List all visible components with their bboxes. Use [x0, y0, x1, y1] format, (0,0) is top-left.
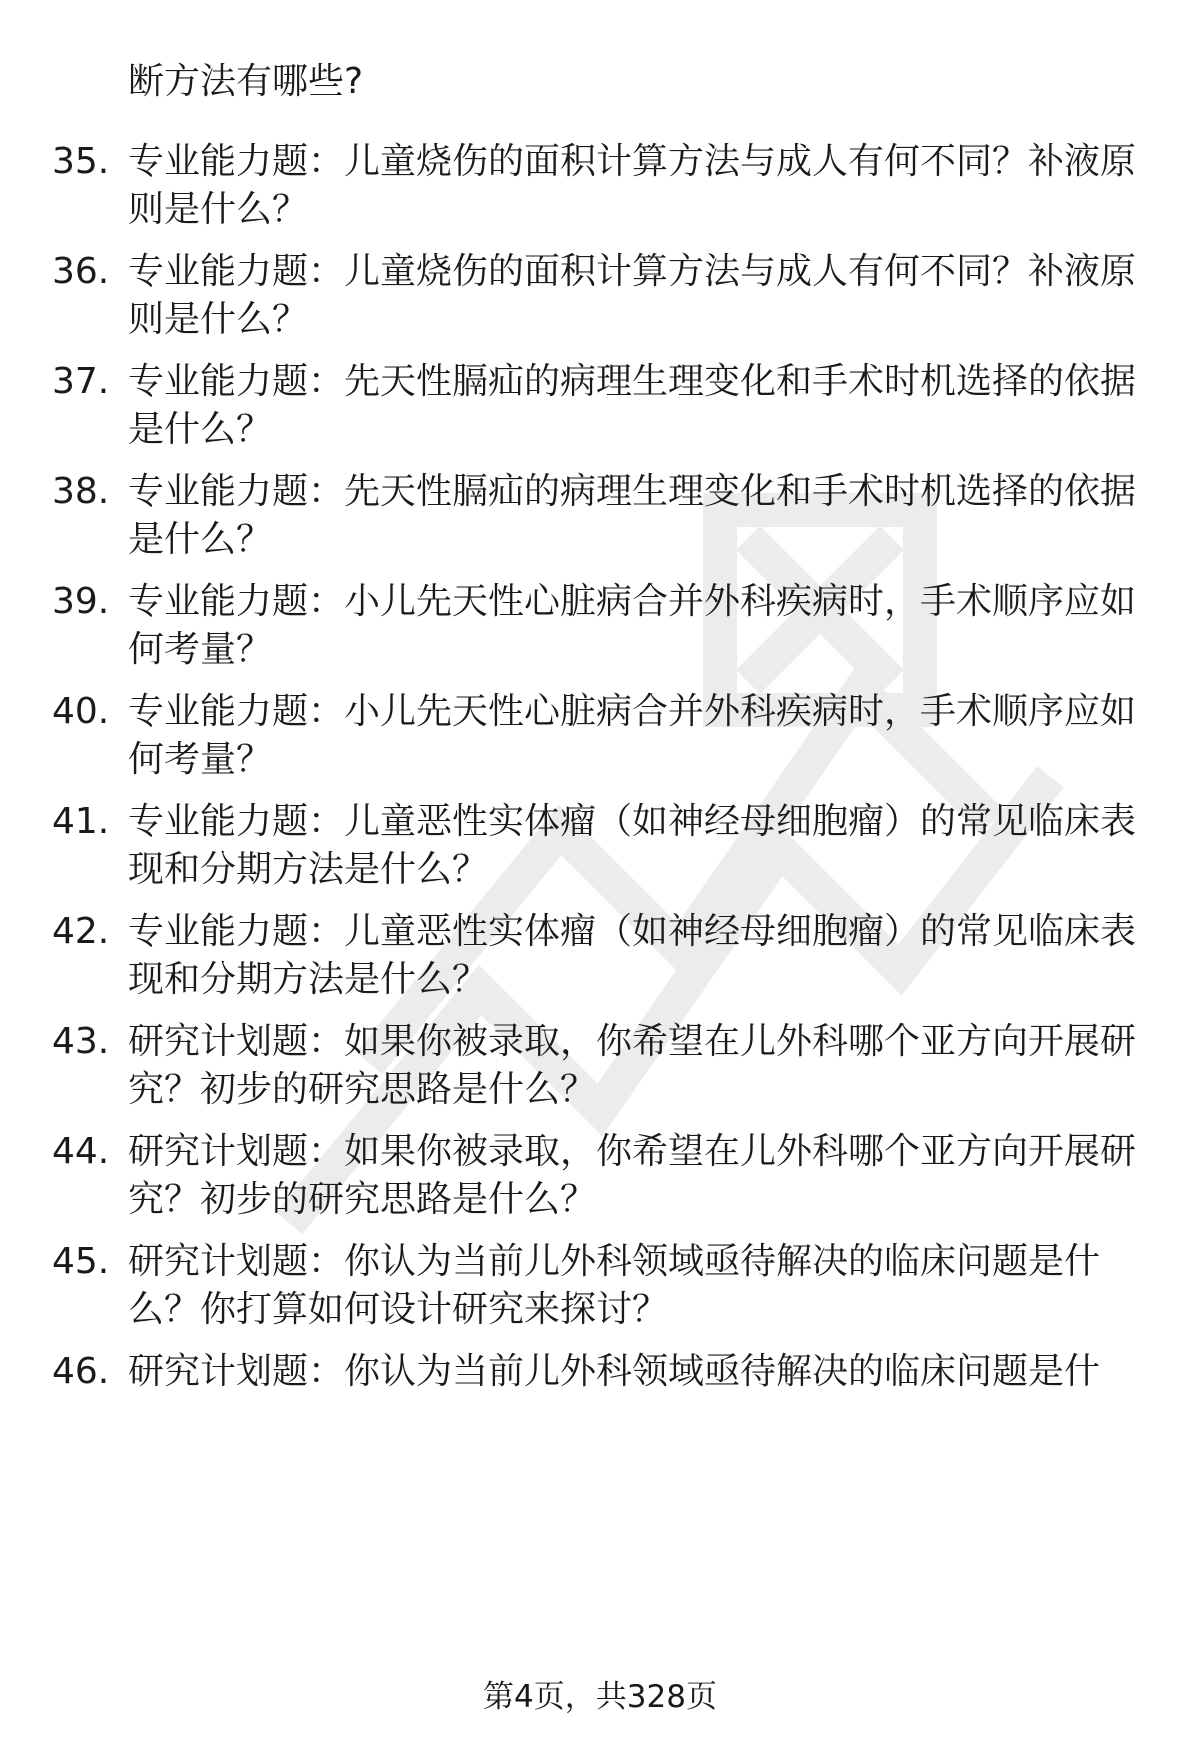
question-text — [128, 358, 1138, 454]
question-line: 则是什么？ — [128, 299, 309, 340]
continued-question-text: 断方法有哪些? — [128, 61, 364, 102]
question-line: 专业能力题：小儿先天性心脏病合并外科疾病时，手术顺序应如 — [128, 581, 1137, 622]
question-line: 专业能力题：先天性膈疝的病理生理变化和手术时机选择的依据 — [128, 361, 1137, 402]
question-line: 现和分期方法是什么？ — [128, 849, 489, 890]
question-line: 何考量？ — [128, 739, 273, 780]
question-number: 36. — [52, 251, 110, 292]
question-line: 则是什么？ — [128, 189, 309, 230]
question-line: 专业能力题：小儿先天性心脏病合并外科疾病时，手术顺序应如 — [128, 691, 1137, 732]
question-line: 是什么？ — [128, 409, 273, 450]
question-text — [128, 1128, 1138, 1224]
question-text — [128, 138, 1138, 234]
question-text — [128, 468, 1138, 564]
question-line: 么？你打算如何设计研究来探讨？ — [128, 1289, 669, 1330]
question-text — [128, 1018, 1138, 1114]
question-line: 是什么？ — [128, 519, 273, 560]
question-line: 现和分期方法是什么？ — [128, 959, 489, 1000]
question-line: 究？初步的研究思路是什么？ — [128, 1069, 597, 1110]
question-text — [128, 688, 1138, 784]
question-number: 40. — [52, 691, 110, 732]
question-number: 44. — [52, 1131, 110, 1172]
question-line: 何考量？ — [128, 629, 273, 670]
question-line: 究？初步的研究思路是什么？ — [128, 1179, 597, 1220]
page-footer: 第4页，共328页 — [483, 1679, 717, 1715]
question-line: 专业能力题：儿童烧伤的面积计算方法与成人有何不同？补液原 — [128, 251, 1137, 292]
question-number: 35. — [52, 141, 110, 182]
question-number: 46. — [52, 1351, 110, 1392]
question-line: 研究计划题：如果你被录取，你希望在儿外科哪个亚方向开展研 — [128, 1131, 1137, 1172]
question-number: 43. — [52, 1021, 110, 1062]
question-number: 37. — [52, 361, 110, 402]
question-text — [128, 578, 1138, 674]
question-line: 研究计划题：你认为当前儿外科领域亟待解决的临床问题是什 — [128, 1351, 1101, 1392]
question-line: 研究计划题：如果你被录取，你希望在儿外科哪个亚方向开展研 — [128, 1021, 1137, 1062]
question-line: 研究计划题：你认为当前儿外科领域亟待解决的临床问题是什 — [128, 1241, 1101, 1282]
question-number: 42. — [52, 911, 110, 952]
question-line: 专业能力题：儿童恶性实体瘤（如神经母细胞瘤）的常见临床表 — [128, 911, 1137, 952]
question-number: 39. — [52, 581, 110, 622]
question-text — [128, 248, 1138, 344]
question-number: 41. — [52, 801, 110, 842]
question-number: 38. — [52, 471, 110, 512]
question-text — [128, 1348, 1138, 1396]
question-text — [128, 908, 1138, 1004]
question-text — [128, 798, 1138, 894]
question-text — [128, 1238, 1138, 1334]
question-line: 专业能力题：儿童恶性实体瘤（如神经母细胞瘤）的常见临床表 — [128, 801, 1137, 842]
question-line: 专业能力题：儿童烧伤的面积计算方法与成人有何不同？补液原 — [128, 141, 1137, 182]
question-line: 专业能力题：先天性膈疝的病理生理变化和手术时机选择的依据 — [128, 471, 1137, 512]
question-number: 45. — [52, 1241, 110, 1282]
